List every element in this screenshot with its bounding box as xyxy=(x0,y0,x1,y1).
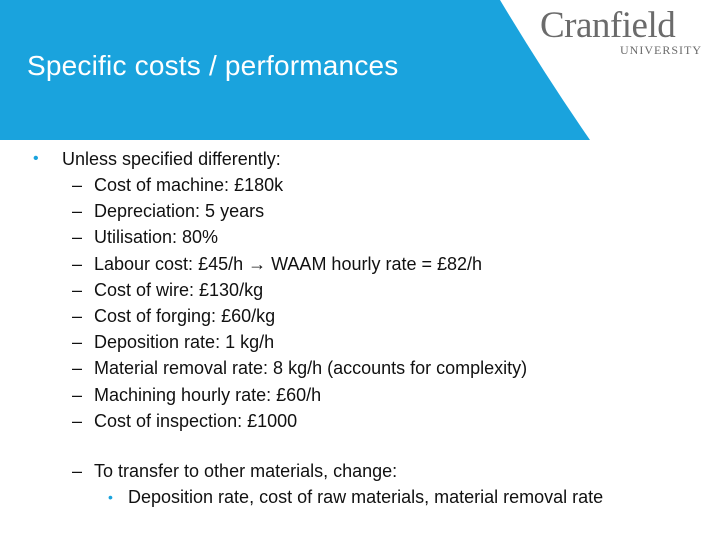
transfer-detail-item xyxy=(0,484,720,510)
item-text: Material removal rate: 8 kg/h (accounts for complexity) xyxy=(94,358,528,379)
list-item xyxy=(0,277,720,303)
item-text: Labour cost: £45/h → WAAM hourly rate = £82/h xyxy=(94,253,483,274)
dash-icon: – xyxy=(72,253,83,274)
intro-bullet xyxy=(0,146,720,172)
item-text: Deposition rate: 1 kg/h xyxy=(94,332,275,353)
dash-icon: – xyxy=(72,384,83,405)
transfer-detail-text: Deposition rate, cost of raw materials, material removal rate xyxy=(128,487,604,508)
item-text: Cost of inspection: £1000 xyxy=(94,410,298,431)
dash-icon: – xyxy=(72,410,83,431)
list-item xyxy=(0,172,720,198)
item-text: Cost of wire: £130/kg xyxy=(94,279,264,300)
dash-icon: – xyxy=(72,305,83,326)
cranfield-logo xyxy=(540,6,710,58)
dash-icon: – xyxy=(72,175,83,195)
list-item xyxy=(0,382,720,408)
bullet-icon: • xyxy=(33,150,39,167)
transfer-text: To transfer to other materials, change: xyxy=(94,460,398,481)
list-item xyxy=(0,355,720,381)
item-text: Utilisation: 80% xyxy=(94,227,219,248)
slide-title: Specific costs / performances xyxy=(27,50,399,81)
item-text: Machining hourly rate: £60/h xyxy=(94,384,322,405)
dash-icon: – xyxy=(72,279,83,300)
dash-icon: – xyxy=(72,460,83,481)
bullet-icon: • xyxy=(108,489,113,506)
list-item xyxy=(0,198,720,224)
dash-icon: – xyxy=(72,227,83,248)
item-text: Depreciation: 5 years xyxy=(94,201,265,222)
slide-content xyxy=(0,146,720,510)
list-item xyxy=(0,303,720,329)
list-item xyxy=(0,224,720,250)
logo-wordmark: Cranfield xyxy=(540,5,676,46)
list-item xyxy=(0,329,720,355)
spacer xyxy=(0,434,720,458)
dash-icon: – xyxy=(72,332,83,353)
list-item xyxy=(0,408,720,434)
transfer-item xyxy=(0,458,720,484)
list-item xyxy=(0,251,720,277)
dash-icon: – xyxy=(72,201,83,222)
intro-text: Unless specified differently: xyxy=(62,149,281,169)
item-text: Cost of machine: £180k xyxy=(94,175,284,195)
item-text: Cost of forging: £60/kg xyxy=(94,305,276,326)
dash-icon: – xyxy=(72,358,83,379)
logo-subtitle: UNIVERSITY xyxy=(620,43,702,57)
